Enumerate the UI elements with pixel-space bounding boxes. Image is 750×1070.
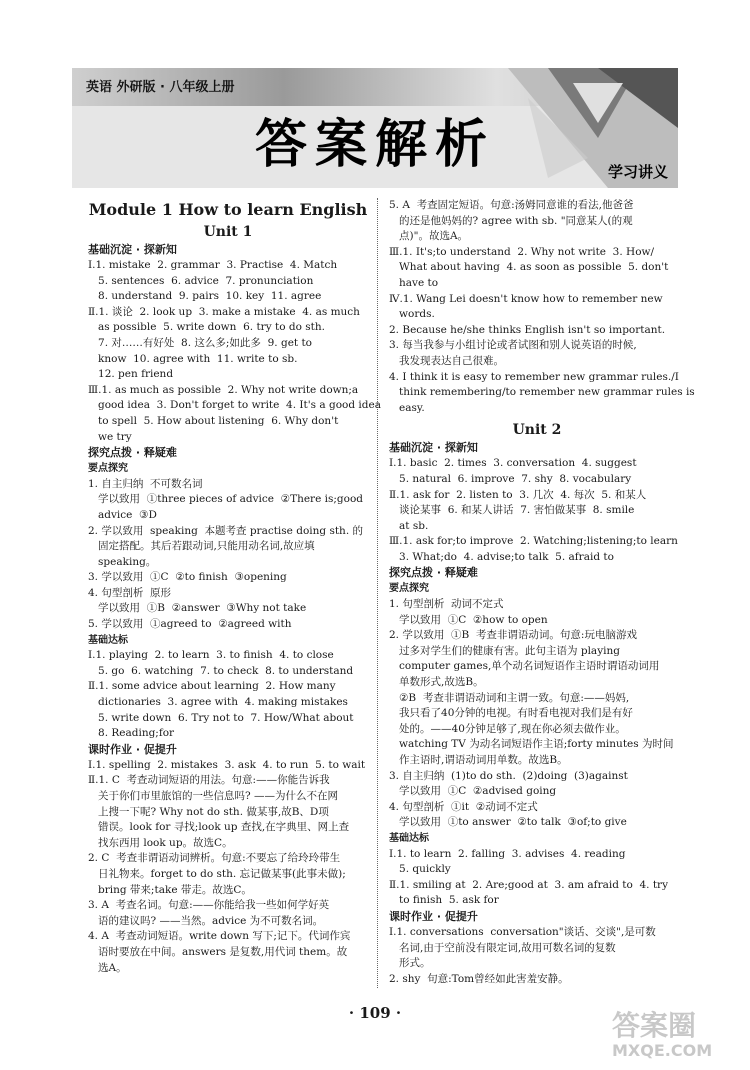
- answer-line: 学以致用 ①C ②advised going: [389, 785, 557, 798]
- unit-title: Unit 1: [203, 224, 253, 240]
- answer-line: 处的。——40分钟足够了,现在你必须去做作业。: [389, 722, 626, 735]
- answer-line: 3. What;do 4. advise;to talk 5. afraid to: [389, 550, 614, 563]
- section-heading: 探究点拨 · 释疑难: [389, 566, 478, 580]
- subsection-heading: 要点探究: [88, 463, 128, 475]
- answer-line: 选A。: [88, 961, 127, 974]
- section-heading: 课时作业 · 促提升: [389, 909, 478, 923]
- answer-line: 2. Because he/she thinks English isn't so important.: [389, 323, 666, 336]
- answer-line: 形式。: [389, 957, 431, 970]
- book-label: 英语 外研版 · 八年级上册: [86, 80, 235, 95]
- answer-line: Ⅰ.1. to learn 2. falling 3. advises 4. reading: [389, 847, 626, 860]
- answer-line: Ⅱ.1. ask for 2. listen to 3. 几次 4. 每次 5. 和某人: [389, 488, 647, 501]
- answer-line: 学以致用 ①B ②answer ③Why not take: [88, 602, 307, 615]
- header-banner: [72, 68, 678, 188]
- answer-line: know 10. agree with 11. write to sb.: [88, 352, 298, 365]
- left-column: [88, 198, 381, 976]
- answer-line: 语时要放在中间。answers 是复数,用代词 them。故: [88, 945, 348, 958]
- answer-line: 名词,由于空前没有限定词,故用可数名词的复数: [389, 941, 616, 954]
- answer-line: Ⅲ.1. as much as possible 2. Why not write down;a: [88, 383, 359, 396]
- answer-line: Ⅱ.1. some advice about learning 2. How many: [88, 680, 336, 693]
- answer-line: 谈论某事 6. 和某人讲话 7. 害怕做某事 8. smile: [389, 504, 635, 517]
- answer-line: 2. 学以致用 speaking 本题考查 practise doing sth. 的: [88, 524, 363, 537]
- answer-line: at sb.: [389, 519, 429, 532]
- answer-line: 学以致用 ①C ②how to open: [389, 613, 548, 626]
- answer-line: Ⅰ.1. basic 2. times 3. conversation 4. suggest: [389, 457, 637, 470]
- answer-line: 5. A 考查固定短语。句意:汤姆同意谁的看法,他爸爸: [389, 199, 634, 211]
- answer-line: 2. shy 句意:Tom曾经如此害羞安静。: [389, 972, 569, 985]
- answer-line: 关于你们市里旅馆的一些信息吗? ——为什么不在网: [88, 790, 338, 802]
- answer-line: 我只看了40分钟的电视。有时看电视对我们是有好: [389, 707, 633, 720]
- answer-line: Ⅱ.1. C 考查动词短语的用法。句意:——你能告诉我: [88, 774, 330, 787]
- answer-line: ②B 考查非谓语动词和主谓一致。句意:——妈妈,: [389, 691, 630, 704]
- unit-title: Unit 2: [512, 422, 562, 439]
- watermark-url: MXQE.COM: [612, 1041, 713, 1060]
- answer-line: 5. sentences 6. advice 7. pronunciation: [88, 274, 314, 287]
- answer-line: 单数形式,故选B。: [389, 676, 484, 689]
- answer-line: Ⅲ.1. It's;to understand 2. Why not write 3. How/: [389, 245, 655, 258]
- answer-line: 学以致用 ①to answer ②to talk ③of;to give: [389, 816, 627, 829]
- subsection-heading: 基础达标: [88, 634, 128, 646]
- subsection-heading: 基础达标: [389, 832, 429, 844]
- answer-line: to spell 5. How about listening 6. Why don't: [88, 414, 339, 427]
- answer-line: 12. pen friend: [88, 368, 174, 381]
- subsection-heading: 要点探究: [389, 583, 429, 595]
- answer-line: dictionaries 3. agree with 4. making mistakes: [88, 696, 348, 709]
- answer-line: 5. 学以致用 ①agreed to ②agreed with: [88, 618, 292, 631]
- right-column: [389, 198, 695, 987]
- answer-line: 上搜一下呢? Why not do sth. 做某事,故B、D项: [88, 805, 329, 818]
- answer-line: Ⅱ.1. 谈论 2. look up 3. make a mistake 4. as much: [88, 305, 360, 318]
- answer-line: 错误。look for 寻找;look up 查找,在字典里、网上查: [88, 821, 350, 834]
- module-title: Module 1 How to learn English: [88, 200, 368, 219]
- watermark-logo: 答案圈: [612, 1009, 697, 1042]
- answer-line: 3. A 考查名词。句意:——你能给我一些如何学好英: [88, 899, 330, 912]
- answer-line: words.: [389, 308, 435, 321]
- answer-line: 4. I think it is easy to remember new grammar rules./I: [389, 370, 679, 383]
- answer-line: 5. go 6. watching 7. to check 8. to understand: [88, 664, 354, 677]
- answer-line: easy.: [389, 401, 425, 414]
- answer-line: 5. quickly: [389, 863, 451, 876]
- answer-line: think remembering/to remember new grammar rules is: [389, 386, 695, 399]
- answer-line: 固定搭配。其后若跟动词,只能用动名词,故应填: [88, 540, 315, 553]
- answer-line: 3. 每当我参与小组讨论或者试图和别人说英语的时候,: [389, 339, 637, 352]
- answer-line: watching TV 为动名词短语作主语;forty minutes 为时间: [389, 738, 674, 751]
- answer-line: bring 带来;take 带走。故选C。: [88, 883, 252, 896]
- answer-line: computer games,单个动名词短语作主语时谓语动词用: [389, 660, 660, 673]
- answer-line: speaking。: [88, 555, 157, 568]
- answer-line: What about having 4. as soon as possible 5. don't: [389, 261, 669, 274]
- answer-lines: [88, 242, 381, 976]
- answer-line: 2. C 考查非谓语动词辨析。句意:不要忘了给玲玲带生: [88, 852, 341, 865]
- answer-line: as possible 5. write down 6. try to do sth.: [88, 321, 325, 334]
- answer-line: 4. 句型剖析 原形: [88, 586, 172, 599]
- section-heading: 探究点拨 · 释疑难: [88, 446, 177, 460]
- answer-line: Ⅰ.1. playing 2. to learn 3. to finish 4. to close: [88, 649, 334, 662]
- answer-line: 日礼物来。forget to do sth. 忘记做某事(此事未做);: [88, 867, 346, 880]
- page-number: · 109 ·: [348, 1004, 402, 1022]
- answer-line: 4. A 考查动词短语。write down 写下;记下。代词作宾: [88, 930, 351, 943]
- answer-line: 1. 句型剖析 动词不定式: [389, 598, 504, 611]
- answer-line: Ⅰ.1. conversations conversation"谈话、交谈",是可数: [389, 925, 656, 938]
- answer-line: 过多对学生们的健康有害。此句主语为 playing: [389, 644, 620, 657]
- answer-line: 2. 学以致用 ①B 考查非谓语动词。句意:玩电脑游戏: [389, 629, 637, 642]
- answer-line: good idea 3. Don't forget to write 4. It's a good idea: [88, 399, 381, 412]
- answer-line: Ⅳ.1. Wang Lei doesn't know how to remember new: [389, 292, 663, 305]
- answer-lines: [389, 440, 685, 987]
- answer-line: 3. 学以致用 ①C ②to finish ③opening: [88, 571, 287, 584]
- answer-line: Ⅰ.1. spelling 2. mistakes 3. ask 4. to run 5. to wait: [88, 758, 366, 771]
- answer-line: 找东西用 look up。故选C。: [88, 836, 233, 849]
- answer-line: 语的建议吗? ——当然。advice 为不可数名词。: [88, 914, 324, 927]
- answer-lines: [389, 198, 695, 416]
- answer-line: 5. write down 6. Try not to 7. How/What about: [88, 711, 354, 724]
- answer-line: Ⅱ.1. smiling at 2. Are;good at 3. am afraid to 4. try: [389, 878, 669, 891]
- answer-line: advice ③D: [88, 508, 157, 521]
- answer-line: 1. 自主归纳 不可数名词: [88, 477, 203, 490]
- answer-line: to finish 5. ask for: [389, 894, 499, 907]
- answer-line: 5. natural 6. improve 7. shy 8. vocabulary: [389, 472, 632, 485]
- section-heading: 基础沉淀 · 探新知: [389, 441, 478, 455]
- answer-line: 4. 句型剖析 ①it ②动词不定式: [389, 800, 538, 813]
- answer-line: 我发现表达自己很难。: [389, 354, 505, 367]
- answer-line: 3. 自主归纳 (1)to do sth. (2)doing (3)against: [389, 769, 628, 782]
- watermark: [612, 1010, 742, 1062]
- answer-line: 的还是他妈妈的? agree with sb. "同意某人(的观: [389, 214, 633, 227]
- answer-line: have to: [389, 276, 439, 289]
- answer-line: 8. understand 9. pairs 10. key 11. agree: [88, 290, 322, 303]
- answer-line: 点)"。故选A。: [389, 230, 469, 243]
- section-heading: 课时作业 · 促提升: [88, 742, 177, 756]
- banner-subtitle: 学习讲义: [607, 163, 668, 181]
- section-heading: 基础沉淀 · 探新知: [88, 243, 177, 256]
- answer-line: 7. 对……有好处 8. 这么多;如此多 9. get to: [88, 336, 313, 349]
- answer-line: 8. Reading;for: [88, 727, 175, 740]
- page-title: 答案解析: [254, 115, 495, 175]
- answer-line: we try: [88, 430, 132, 443]
- answer-line: Ⅲ.1. ask for;to improve 2. Watching;listening;to learn: [389, 535, 678, 548]
- answer-line: 作主语时,谓语动词用单数。故选B。: [389, 754, 568, 766]
- answer-line: Ⅰ.1. mistake 2. grammar 3. Practise 4. Match: [88, 259, 338, 271]
- answer-line: 学以致用 ①three pieces of advice ②There is;good: [88, 493, 363, 506]
- column-divider: [377, 198, 378, 988]
